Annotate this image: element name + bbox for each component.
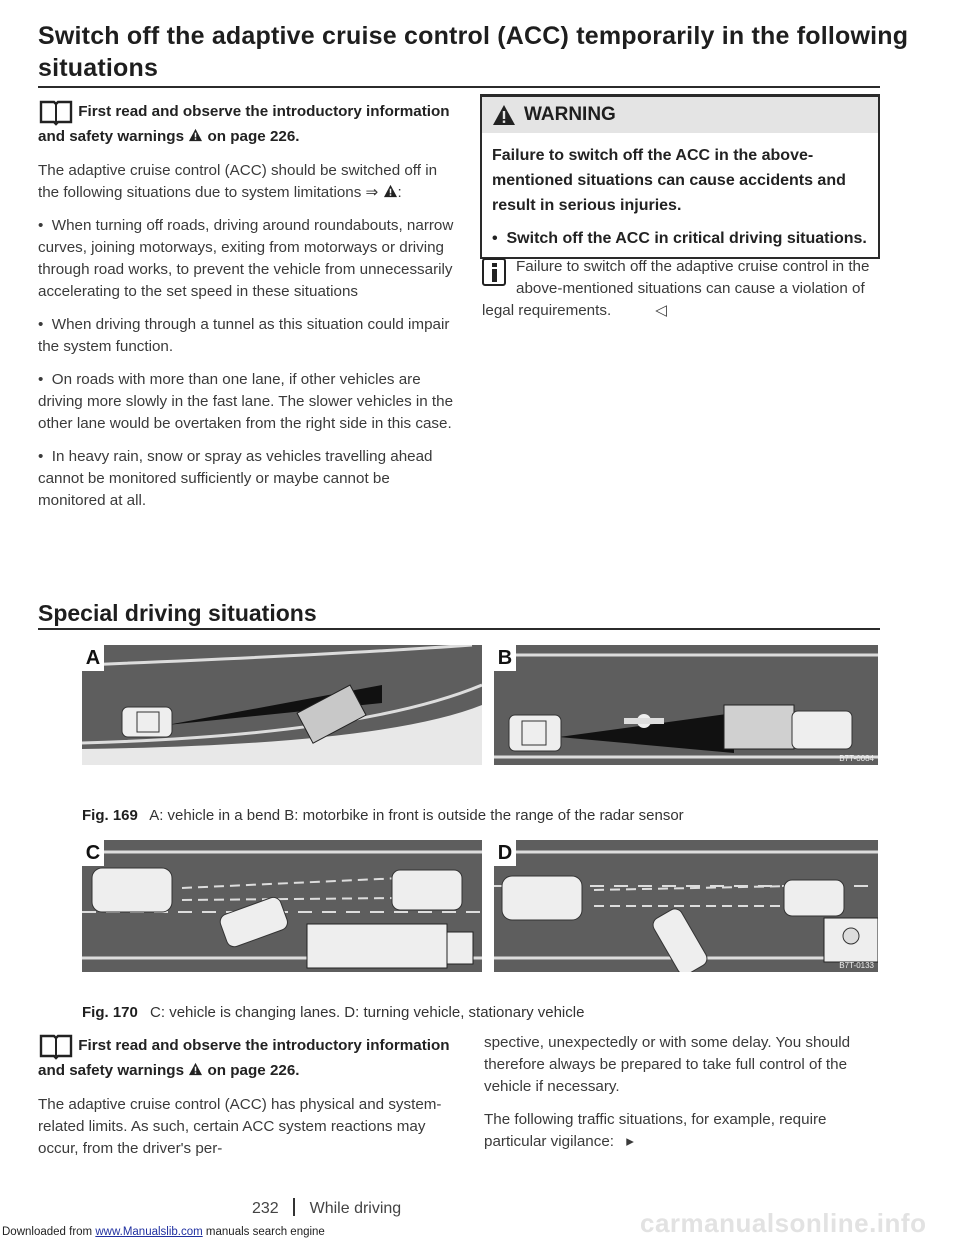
page-title-line-2: situations [38, 54, 159, 82]
figure-169-a [82, 645, 482, 765]
book-icon [38, 98, 74, 126]
end-mark: ◁ [655, 302, 668, 319]
warning-triangle-icon [492, 104, 516, 126]
figure-170-c [82, 840, 482, 972]
book-icon [38, 1032, 74, 1060]
warning-body [482, 133, 878, 257]
download-suffix: manuals search engine [205, 1226, 325, 1238]
watermark: carmanualsonline.info [640, 1208, 927, 1238]
section-rule [38, 628, 880, 630]
download-prefix: Downloaded from [2, 1226, 93, 1238]
vigilance-paragraph: The following traffic situations, for example, require particular vigilance: [484, 1111, 827, 1150]
para-limitations-end: : [397, 184, 402, 201]
note-text: Failure to switch off the adaptive cruise control in the above-mentioned situations can cause a violation of legal requirements. [482, 258, 870, 319]
continue-mark: ▸ [626, 1133, 634, 1150]
figure-169-b [494, 645, 878, 765]
intro-on: on [207, 128, 227, 145]
bottom-left-column [38, 1032, 458, 1171]
title-rule [38, 86, 880, 88]
warning-bullet-text: Switch off the ACC in critical driving situations. [506, 230, 867, 247]
figure-label-a: A [82, 645, 104, 671]
caption-text: A: vehicle in a bend B: motorbike in front is outside the range of the radar sensor [149, 807, 684, 824]
caption-number: Fig. 170 [82, 1004, 138, 1021]
intro-on: on [207, 1062, 227, 1079]
list-item: • In heavy rain, snow or spray as vehicles travelling ahead cannot be monitored sufficiently or maybe cannot be monitored at all. [38, 448, 433, 509]
bullet-text: When turning off roads, driving around roundabouts, narrow curves, joining motorways, exiting from motorways or driving through road works, to prevent the vehicle from unnecessarily accelerating to the set speed in these situations [38, 217, 454, 300]
warning-box [480, 94, 880, 259]
manualslib-link[interactable]: www.Manualslib.com [95, 1226, 203, 1238]
left-column [38, 98, 460, 523]
figure-169-caption [82, 807, 684, 824]
warning-triangle-icon [188, 1062, 203, 1076]
figure-170-d [494, 840, 878, 972]
warning-triangle-icon [383, 184, 398, 198]
caption-number: Fig. 169 [82, 807, 138, 824]
bottom-right-column [484, 1032, 874, 1164]
intro-bold: First read and observe the introductory information and safety warnings [38, 103, 450, 145]
footer-section-name: While driving [309, 1200, 402, 1217]
info-icon [482, 258, 506, 286]
figure-label-b: B [494, 645, 516, 671]
bullet-text: When driving through a tunnel as this situation could impair the system function. [38, 316, 450, 355]
bullet-text: In heavy rain, snow or spray as vehicles travelling ahead cannot be monitored sufficiently or maybe cannot be monitored at all. [38, 448, 433, 509]
page-number: 232 [252, 1200, 279, 1217]
figure-code: B7T-0084 [839, 754, 874, 763]
intro-page-link[interactable]: page 226. [230, 128, 300, 145]
caption-text: C: vehicle is changing lanes. D: turning vehicle, stationary vehicle [150, 1004, 585, 1021]
page-title-line-1: Switch off the adaptive cruise control (ACC) temporarily in the following [38, 22, 909, 50]
footer-divider [293, 1198, 295, 1216]
list-item: • On roads with more than one lane, if other vehicles are driving more slowly in the fast lane. The slower vehicles in the other lane would be overtaken from the right side in this case. [38, 371, 454, 432]
intro-bold: First read and observe the introductory information and safety warnings [38, 1037, 450, 1079]
section-title: Special driving situations [38, 600, 317, 626]
warning-text: Failure to switch off the ACC in the above-mentioned situations can cause accidents and result in serious injuries. [492, 147, 846, 214]
list-item: • When driving through a tunnel as this situation could impair the system function. [38, 316, 450, 355]
warning-heading: WARNING [524, 104, 616, 125]
para-limitations: The adaptive cruise control (ACC) should be switched off in the following situations due to system limitations ⇒ [38, 162, 438, 201]
note-block [482, 256, 878, 322]
bullet-text: On roads with more than one lane, if other vehicles are driving more slowly in the fast lane. The slower vehicles in the other lane would be overtaken from the right side in this case. [38, 371, 454, 432]
warning-triangle-icon [188, 128, 203, 142]
figure-code: B7T-0133 [839, 961, 874, 970]
limits-paragraph: The adaptive cruise control (ACC) has physical and system-related limits. As such, certain ACC system reactions may occur, from the driver's per- [38, 1096, 442, 1157]
warning-bullet: • Switch off the ACC in critical driving situations. [492, 230, 867, 247]
intro-page-link[interactable]: page 226. [230, 1062, 300, 1079]
delay-paragraph: spective, unexpectedly or with some delay. You should therefore always be prepared to take full control of the vehicle if necessary. [484, 1034, 851, 1095]
figure-label-c: C [82, 840, 104, 866]
warning-header [482, 94, 878, 133]
list-item: • When turning off roads, driving around roundabouts, narrow curves, joining motorways, exiting from motorways or driving through road works, to prevent the vehicle from unnecessarily accelerating to the set speed in these situations [38, 217, 454, 300]
figure-label-d: D [494, 840, 516, 866]
download-line [2, 1226, 325, 1238]
page-footer [252, 1198, 401, 1218]
figure-170-caption [82, 1004, 584, 1021]
